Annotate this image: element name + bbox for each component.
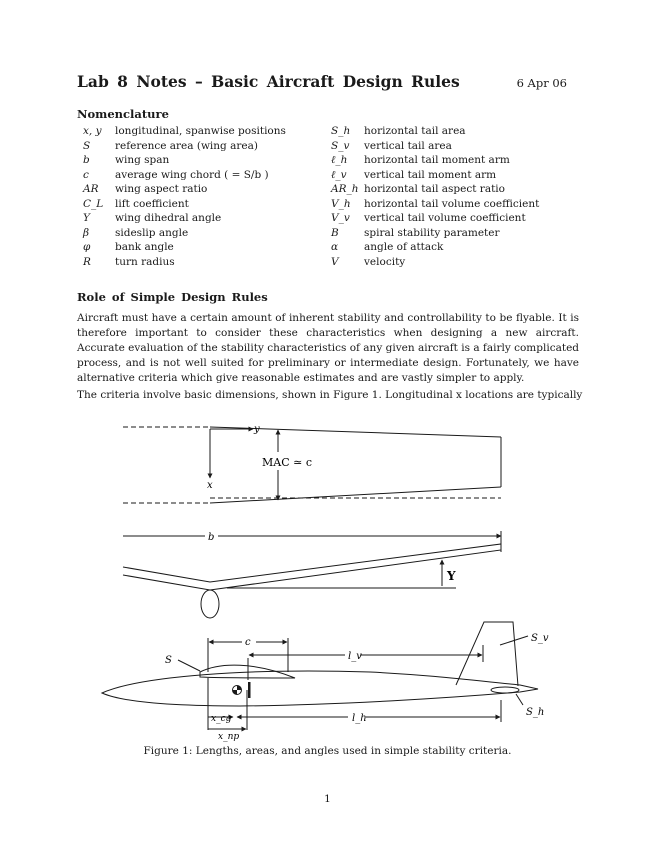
fuselage-front bbox=[201, 590, 219, 618]
lh-label: l_h bbox=[352, 713, 367, 724]
wing-planform-view bbox=[123, 427, 501, 503]
figure-caption: Figure 1: Lengths, areas, and angles used in simple stability criteria. bbox=[143, 745, 512, 757]
nomenclature-definition: reference area (wing area) bbox=[115, 139, 258, 152]
vertical-tail bbox=[456, 622, 518, 686]
xcg-label: x_cg bbox=[211, 714, 232, 724]
aircraft-dimensions-figure bbox=[90, 410, 550, 740]
nomenclature-symbol: S_v bbox=[331, 139, 350, 152]
nomenclature-definition: vertical tail area bbox=[364, 139, 452, 152]
nomenclature-symbol: B bbox=[331, 226, 339, 239]
s-leader-line bbox=[178, 660, 200, 671]
nomenclature-symbol: φ bbox=[83, 241, 91, 253]
sv-label: S_v bbox=[531, 633, 549, 644]
nomenclature-symbol: C_L bbox=[83, 197, 104, 210]
front-view bbox=[123, 531, 501, 618]
nomenclature-definition: horizontal tail area bbox=[364, 125, 466, 137]
nomenclature-heading: Nomenclature bbox=[77, 107, 169, 121]
nomenclature-symbol: ℓ_h bbox=[331, 154, 348, 166]
nomenclature-definition: wing aspect ratio bbox=[115, 183, 208, 195]
nomenclature-symbol: ℓ_v bbox=[331, 168, 347, 181]
page-title: Lab 8 Notes – Basic Aircraft Design Rules bbox=[77, 72, 460, 91]
nomenclature-symbol: S_h bbox=[331, 125, 351, 137]
document-date: 6 Apr 06 bbox=[516, 76, 567, 90]
nomenclature-symbol: V bbox=[331, 255, 339, 268]
nomenclature-symbol: b bbox=[83, 154, 90, 166]
sh-leader-line bbox=[516, 694, 523, 705]
nomenclature-definition: wing span bbox=[115, 154, 170, 166]
nomenclature-definition: horizontal tail aspect ratio bbox=[364, 183, 505, 195]
nomenclature-symbol: V_h bbox=[331, 197, 351, 210]
nomenclature-symbol: c bbox=[83, 168, 89, 181]
nomenclature-symbol: Υ bbox=[83, 212, 90, 224]
nomenclature-definition: sideslip angle bbox=[115, 226, 189, 239]
mac-label: MAC ≃ c bbox=[262, 456, 312, 469]
nomenclature-symbol: α bbox=[331, 241, 339, 253]
nomenclature-symbol: S bbox=[83, 139, 91, 152]
fuselage-side bbox=[102, 671, 538, 706]
role-section-heading: Role of Simple Design Rules bbox=[77, 290, 268, 304]
wing-area-label: S bbox=[165, 655, 172, 666]
criteria-paragraph: The criteria involve basic dimensions, shown in Figure 1. Longitudinal x locations are typically bbox=[77, 389, 583, 401]
nomenclature-symbol: AR_h bbox=[331, 183, 359, 195]
header bbox=[77, 72, 567, 94]
y-axis-label: y bbox=[254, 424, 260, 435]
nomenclature-definition: velocity bbox=[364, 255, 406, 268]
wing-trailing-edge bbox=[210, 487, 501, 503]
nomenclature-symbol: R bbox=[83, 255, 91, 268]
cg-symbol bbox=[233, 686, 242, 695]
side-view bbox=[102, 622, 538, 730]
nomenclature-definition: vertical tail volume coefficient bbox=[364, 212, 526, 224]
nomenclature-definition: spiral stability parameter bbox=[364, 226, 500, 239]
nomenclature-symbol: V_v bbox=[331, 212, 350, 224]
nomenclature-symbol: AR bbox=[83, 183, 99, 195]
page-number: 1 bbox=[324, 793, 331, 805]
nomenclature-definition: longitudinal, spanwise positions bbox=[115, 125, 286, 137]
nomenclature-definition: lift coefficient bbox=[115, 197, 189, 210]
nomenclature-definition: angle of attack bbox=[364, 241, 444, 253]
x-axis-label: x bbox=[207, 480, 213, 491]
sh-label: S_h bbox=[526, 707, 545, 718]
intro-paragraph: Aircraft must have a certain amount of inherent stability and controllability to be flyable. It is therefore important to consider these characteristics when designing a new aircraft. Accurate evaluation of the stability characteristics of any given aircraft is a fairly complicated process, and is not well suited for preliminary or intermediate design. Fortunately, we have alternative criteria which give reasonable estimates and are vastly simpler to apply. bbox=[77, 312, 579, 384]
horizontal-tail bbox=[491, 687, 519, 693]
nomenclature-definition: average wing chord ( = S/b ) bbox=[115, 168, 269, 181]
nomenclature-definition: bank angle bbox=[115, 241, 174, 253]
nomenclature-definition: turn radius bbox=[115, 255, 175, 268]
dihedral-label: Υ bbox=[447, 569, 456, 583]
nomenclature-definition: vertical tail moment arm bbox=[364, 168, 497, 181]
nomenclature-symbol: β bbox=[83, 226, 90, 239]
nomenclature-definition: wing dihedral angle bbox=[115, 212, 222, 224]
nomenclature-definition: horizontal tail volume coefficient bbox=[364, 197, 540, 210]
span-label: b bbox=[208, 532, 215, 543]
lv-label: l_v bbox=[348, 651, 362, 662]
xnp-label: x_np bbox=[218, 732, 240, 742]
neutral-point-marker bbox=[248, 682, 251, 698]
dihedral-wing bbox=[123, 544, 501, 590]
nomenclature-symbol: x, y bbox=[83, 125, 102, 137]
chord-label: c bbox=[245, 637, 251, 648]
nomenclature-definition: horizontal tail moment arm bbox=[364, 154, 510, 166]
